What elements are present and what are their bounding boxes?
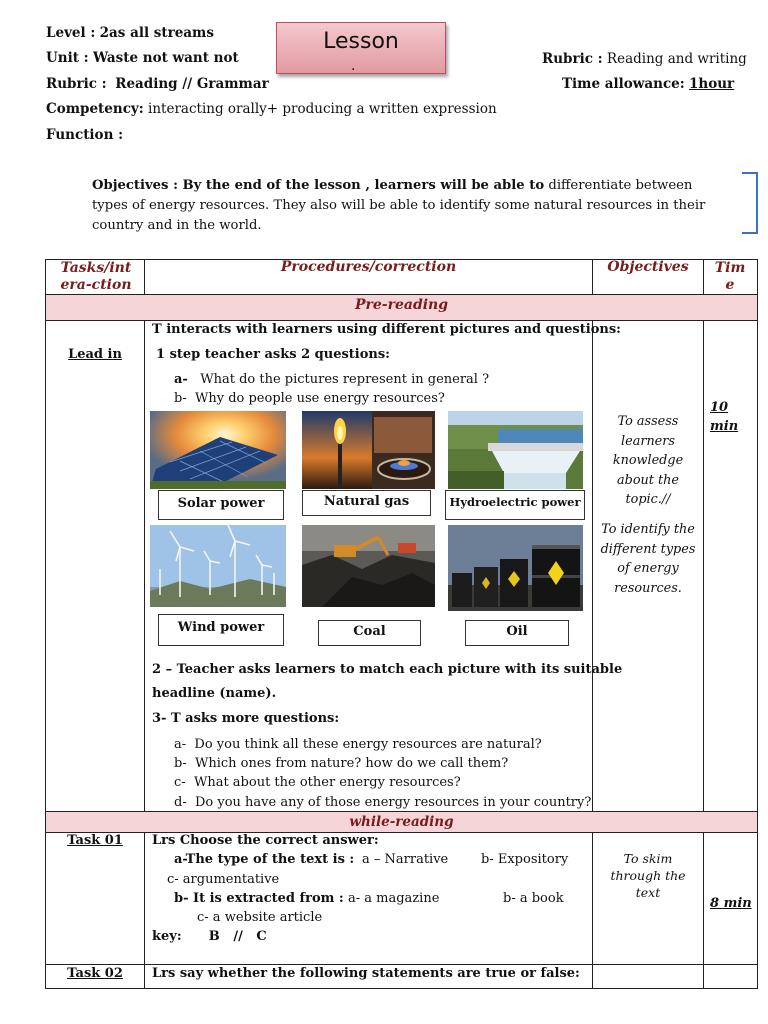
rubric2-label: Rubric : [542,51,603,67]
pre-reading-time: 10 min [710,400,739,434]
task01-qa-option1: a – Narrative [362,852,449,867]
more-question-text: What about the other energy resources? [193,775,461,790]
task01-key [152,929,267,944]
more-question-text: Which ones from nature? how do we call them? [194,756,509,771]
oil-image [448,525,583,611]
question-b-letter: b- [174,391,187,406]
task01-question-a: a-The type of the text is : [174,852,355,867]
question-b [174,391,445,406]
objectives-paragraph [92,176,732,236]
time-value: 1hour [689,76,735,92]
level-label: Level : [46,25,96,41]
rubric1-line [46,76,269,92]
more-question-letter: a- [174,737,187,752]
caption-coal: Coal [318,620,421,646]
caption-solar: Solar power [158,490,284,520]
caption-natural-gas: Natural gas [302,490,431,516]
task01-time: 8 min [710,896,752,911]
task01-intro: Lrs Choose the correct answer: [152,833,379,848]
step1-text: 1 step teacher asks 2 questions: [156,347,390,362]
key-label: key: [152,929,182,944]
rubric1-label: Rubric : [46,76,107,92]
level-value: 2as all streams [99,25,214,41]
caption-hydroelectric: Hydroelectric power [445,490,585,520]
task01-qb-option3: c- a website article [197,910,323,925]
task01-qb-option2: b- a book [503,891,564,906]
more-question-d [174,795,591,810]
more-question-c [174,775,461,790]
step3-text: 3- T asks more questions: [152,711,340,726]
while-reading-title: while-reading [349,814,454,830]
question-a-text: What do the pictures represent in general ? [200,372,490,387]
lesson-title-box [276,22,446,74]
objectives-bracket [742,172,758,234]
more-question-letter: c- [174,775,186,790]
header-tasks: Tasks/int era-ction [60,260,132,293]
task02-label: Task 02 [67,966,123,981]
caption-oil: Oil [465,620,569,646]
natural-gas-image [302,411,435,489]
objectives-text: differentiate between types of energy resources. They also will be able to identify some natural resources in their country and in the world. [92,178,706,233]
task01-question-b: b- It is extracted from : [174,891,344,906]
caption-wind: Wind power [158,614,284,646]
question-b-text: Why do people use energy resources? [194,391,445,406]
competency-line [46,101,497,117]
time-label: Time allowance: [562,76,685,92]
pre-reading-objective-2: To identify the different types of energy resources. [600,522,696,596]
function-line [46,127,123,143]
task01-qa-option3: c- argumentative [167,872,280,887]
task02-intro: Lrs say whether the following statements are true or false: [152,966,580,981]
wind-power-image [150,525,286,607]
solar-power-image [150,411,286,489]
coal-image [302,525,435,607]
question-a-letter: a- [174,372,188,387]
more-question-letter: b- [174,756,187,771]
rubric2-line [542,51,747,67]
header-time: Tim e [714,260,746,293]
pre-reading-title: Pre-reading [354,297,449,313]
more-question-text: Do you think all these energy resources are natural? [194,737,542,752]
time-allowance-line [562,76,734,92]
task01-objective: To skim through the text [610,851,686,900]
objectives-label: Objectives : By the end of the lesson , learners will be able to [92,178,545,193]
step2-text-cont: headline (name). [152,686,277,701]
function-label: Function : [46,127,124,143]
key-value: B // C [208,929,267,944]
competency-label: Competency: [46,101,144,117]
more-question-a [174,737,542,752]
more-question-letter: d- [174,795,187,810]
header-objectives: Objectives [607,259,689,275]
competency-value: interacting orally+ producing a written expression [148,101,497,117]
lead-in-label: Lead in [68,347,122,362]
question-a [174,372,489,387]
rubric1-value: Reading // Grammar [115,76,269,92]
header-procedures: Procedures/correction [280,259,457,275]
hydroelectric-image [448,411,583,489]
unit-value: Waste not want not [92,50,239,66]
lead-in-intro: T interacts with learners using different pictures and questions: [152,322,621,337]
more-question-b [174,756,508,771]
unit-line [46,50,239,66]
task01-qa-option2: b- Expository [481,852,569,867]
pre-reading-objective-1: To assess learners knowledge about the topic.// [612,414,684,507]
rubric2-value: Reading and writing [606,51,747,67]
lesson-title-dot: . [351,58,356,74]
task01-label: Task 01 [67,833,123,848]
step2-text: 2 – Teacher asks learners to match each picture with its suitable [152,662,623,677]
task01-qb-option1: a- a magazine [348,891,440,906]
lesson-title: Lesson [323,29,399,54]
unit-label: Unit : [46,50,89,66]
level-line [46,25,214,41]
more-question-text: Do you have any of those energy resources in your country? [194,795,592,810]
